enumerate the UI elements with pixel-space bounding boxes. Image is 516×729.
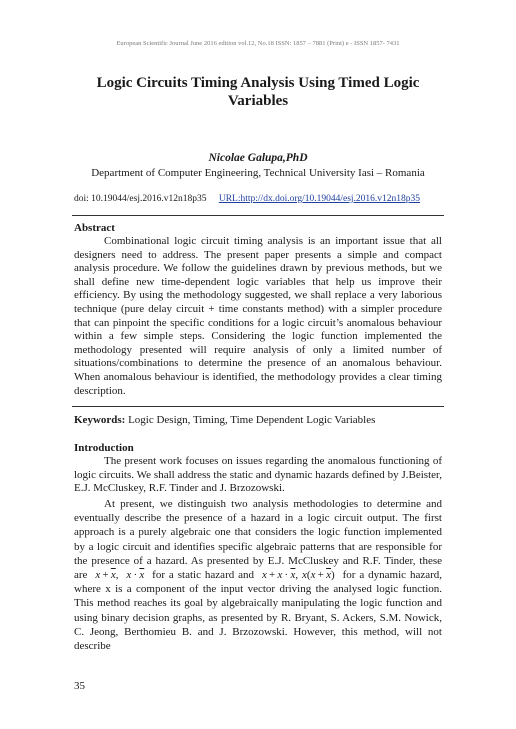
page-number: 35 [74, 680, 85, 692]
doi-line [74, 194, 420, 204]
dynamic-hazard-formula: $x + x \cdot \overline{x}$, $x(x + \overline{x})$ [261, 569, 339, 582]
keywords-label: Keywords: [74, 414, 126, 426]
intro-paragraph-2 [74, 497, 442, 653]
rule-above-keywords [72, 406, 444, 407]
abstract-heading: Abstract [74, 222, 115, 234]
intro-p2-part-c: for a dynamic hazard, where x is a component of the input vector driving the analysed logic function. This method reaches its goal by algebraically manipulating the logic function and using binary decision graphs, as presented by R. Bryant, S. Ackers, S.M. Nowick, C. Jeong, Berthomieu B. and J. Brzozowski. However, this method, will not describe [74, 569, 443, 653]
intro-paragraph-1: The present work focuses on issues regarding the anomalous functioning of logic circuits. We shall address the static and dynamic hazards defined by J.Beister, E.J. McCluskey, R.F. Tinder and J. Brzozowski. [74, 455, 442, 495]
doi-url-link[interactable]: URL:http://dx.doi.org/10.19044/esj.2016.v12n18p35 [218, 194, 421, 204]
keywords-text: Logic Design, Timing, Time Dependent Logic Variables [128, 414, 376, 426]
introduction-heading: Introduction [74, 442, 134, 454]
journal-header: European Scientific Journal June 2016 edition vol.12, No.18 ISSN: 1857 – 7881 (Print) e - ISSN 1857- 7431 [116, 40, 400, 47]
paper-title: Logic Circuits Timing Analysis Using Timed Logic Variables [96, 75, 420, 109]
doi-text: doi: 10.19044/esj.2016.v12n18p35 [74, 194, 207, 204]
rule-above-abstract [72, 215, 444, 216]
author-name: Nicolae Galupa,PhD [208, 152, 308, 164]
intro-p2-part-b: for a static hazard and [152, 569, 255, 582]
abstract-body: Combinational logic circuit timing analysis is an important issue that all designers need to address. The present paper presents a simple and compact analysis procedure. We follow the guidelines drawn by previous methods, but we shall define new time-dependent logic variables that help us improve their efficiency. By using the methodology suggested, we shall replace a very laborious technique (pure delay circuit + time constants method) with a simpler procedure that can pinpoint the specific conditions for a logic circuit’s anomalous behaviour within a few simple steps. Considering the logic function implemented the methodology presented will require analysis of only a limited number of situations/combinations to determine the presence of an anomalous behaviour. When anomalous behaviour is identified, the methodology provides a clear timing description. [74, 235, 442, 397]
intro-p2-part-a: At present, we distinguish two analysis methodologies to determine and eventually describe the presence of a hazard in a logic circuit output. The first approach is a purely algebraic one that considers the logic function implemented by a logic circuit and identifies specific algebraic patterns that are responsible for the presence of a hazard. As presented by E.J. McCluskey and R.F. Tinder, these are [74, 498, 442, 582]
author-affiliation: Department of Computer Engineering, Technical University Iasi – Romania [91, 167, 425, 179]
keywords-line [74, 414, 375, 426]
static-hazard-formula: $x + \overline{x}$, $x \cdot \overline{x}$ [95, 569, 145, 582]
